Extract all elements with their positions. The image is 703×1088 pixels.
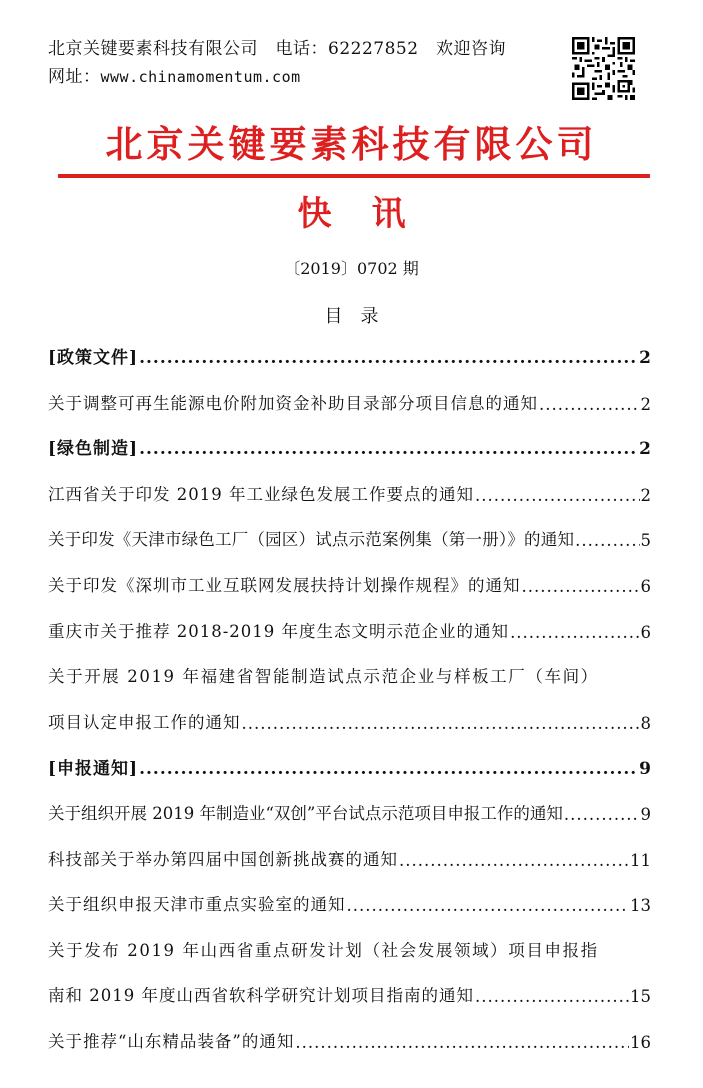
toc-entry-text: 南和 2019 年度山西省软科学研究计划项目指南的通知 <box>48 986 474 1005</box>
toc-heading: 目录 <box>324 306 397 327</box>
toc-section[interactable] <box>48 340 651 368</box>
qr-code-icon <box>572 37 635 100</box>
toc-entry[interactable] <box>48 477 651 505</box>
toc-page-number: 2 <box>640 395 651 414</box>
toc-page-number: 2 <box>640 486 651 505</box>
toc-section[interactable] <box>48 431 651 459</box>
toc-entry-text: 重庆市关于推荐 2018-2019 年度生态文明示范企业的通知 <box>48 622 510 641</box>
toc-page-number: 5 <box>640 531 651 550</box>
toc-entry-text: 关于印发《天津市绿色工厂（园区）试点示范案例集（第一册）》的通知 <box>48 530 575 549</box>
leader-dots <box>522 577 640 596</box>
issue-number: 〔2019〕0702 期 <box>284 259 419 278</box>
header-company-phone: 北京关键要素科技有限公司 电话：62227852 欢迎咨询 <box>48 39 507 59</box>
toc-entry[interactable] <box>48 933 651 961</box>
leader-dots <box>347 896 630 915</box>
toc-entry-text: 关于组织申报天津市重点实验室的通知 <box>48 895 346 914</box>
toc-page-number: 13 <box>630 896 651 915</box>
toc-entry-text: 江西省关于印发 2019 年工业绿色发展工作要点的通知 <box>48 485 474 504</box>
toc-page-number: 16 <box>630 1033 651 1052</box>
toc-entry[interactable] <box>48 614 651 642</box>
toc-page-number: 9 <box>640 805 651 824</box>
toc-entry-text: 关于调整可再生能源电价附加资金补助目录部分项目信息的通知 <box>48 394 538 413</box>
title-divider <box>58 174 650 178</box>
leader-dots <box>295 1033 629 1052</box>
website-url[interactable]: www.chinamomentum.com <box>100 68 301 86</box>
leader-dots <box>539 395 640 414</box>
toc-entry-text: 项目认定申报工作的通知 <box>48 713 241 732</box>
leader-dots <box>399 851 629 870</box>
toc-page-number: 15 <box>630 987 651 1006</box>
toc-entry-text: [政策文件] <box>48 348 139 368</box>
toc-page-number: 2 <box>639 348 651 368</box>
toc-entry[interactable] <box>48 386 651 414</box>
toc-entry-text: [申报通知] <box>48 759 139 779</box>
header-website <box>48 62 301 87</box>
toc-entry-text: 关于发布 2019 年山西省重点研发计划（社会发展领域）项目申报指 <box>48 941 599 960</box>
leader-dots <box>510 623 639 642</box>
website-label: 网址： <box>48 67 101 87</box>
toc-entry[interactable] <box>48 978 651 1006</box>
leader-dots <box>475 486 640 505</box>
toc-entry-text: 关于开展 2019 年福建省智能制造试点示范企业与样板工厂（车间） <box>48 667 599 686</box>
toc-entry[interactable] <box>48 705 651 733</box>
toc-page-number: 6 <box>640 577 651 596</box>
leader-dots <box>564 805 640 824</box>
leader-dots <box>139 348 638 368</box>
leader-dots <box>242 714 640 733</box>
toc-entry-text: 关于组织开展 2019 年制造业“双创”平台试点示范项目申报工作的通知 <box>48 804 563 823</box>
bulletin-title: 快讯 <box>297 194 446 234</box>
toc-entry[interactable] <box>48 796 651 824</box>
toc-page-number: 9 <box>639 759 651 779</box>
leader-dots <box>139 439 638 459</box>
leader-dots <box>139 759 638 779</box>
toc-entry[interactable] <box>48 568 651 596</box>
toc-entry-text: 关于推荐“山东精品装备”的通知 <box>48 1032 295 1051</box>
toc-entry[interactable] <box>48 842 651 870</box>
toc-entry[interactable] <box>48 887 651 915</box>
toc-page-number: 8 <box>640 714 651 733</box>
leader-dots <box>575 531 639 550</box>
toc-entry[interactable] <box>48 659 651 687</box>
toc-entry[interactable] <box>48 1024 651 1052</box>
toc-page-number: 2 <box>639 439 651 459</box>
toc-page-number: 11 <box>630 851 651 870</box>
toc-entry-text: 科技部关于举办第四届中国创新挑战赛的通知 <box>48 850 398 869</box>
toc-entry-text: [绿色制造] <box>48 439 139 459</box>
company-title: 北京关键要素科技有限公司 <box>105 123 598 166</box>
toc-entry[interactable] <box>48 522 651 550</box>
toc-page-number: 6 <box>640 623 651 642</box>
toc-entry-text: 关于印发《深圳市工业互联网发展扶持计划操作规程》的通知 <box>48 576 521 595</box>
leader-dots <box>475 987 629 1006</box>
toc-section[interactable] <box>48 751 651 779</box>
